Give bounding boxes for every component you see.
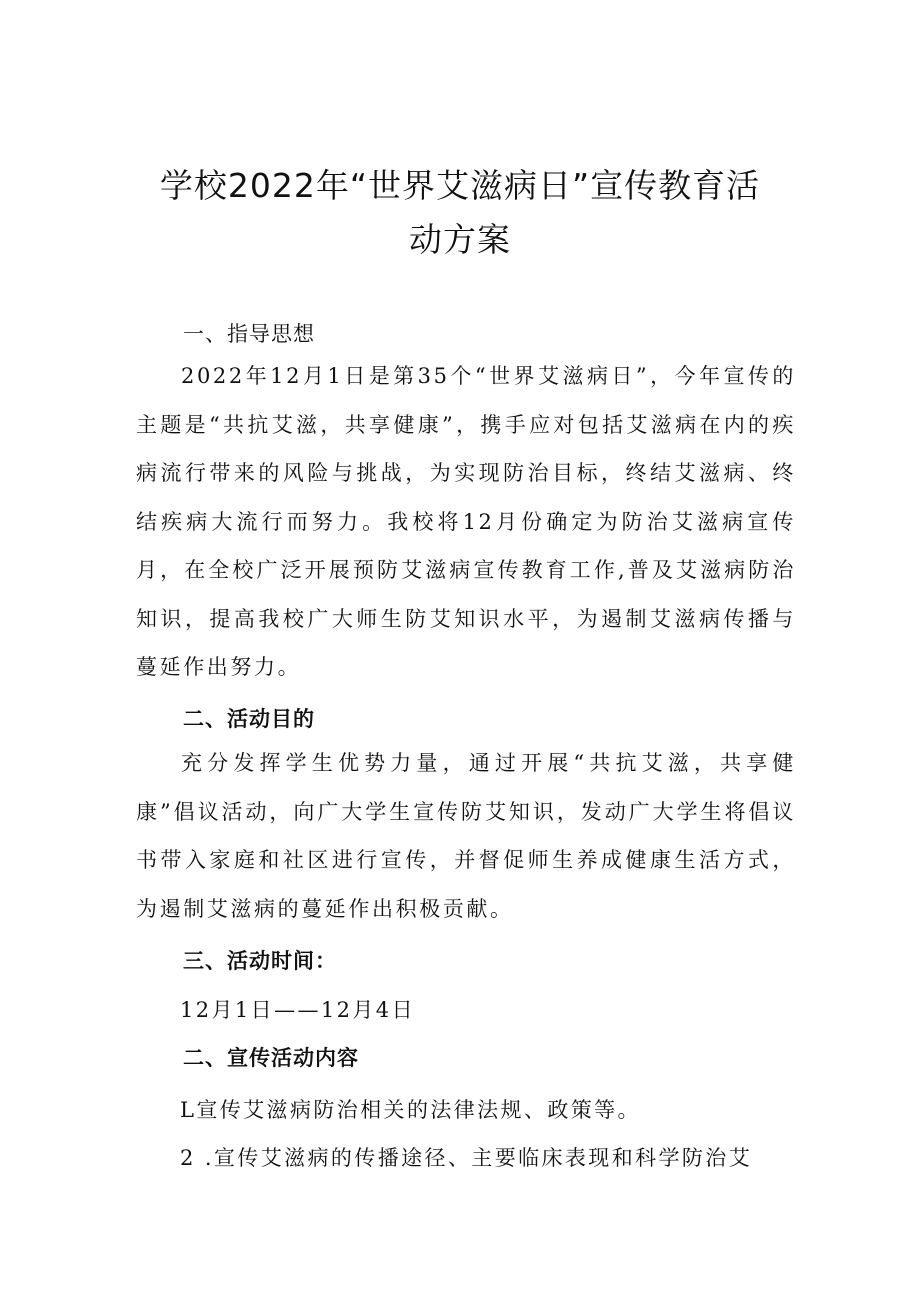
section-heading-activity-time: 三、活动时间： xyxy=(183,949,337,973)
section-paragraph-guiding-thought: 2022年12月1日是第35个“世界艾滋病日”，今年宣传的主题是“共抗艾滋，共享健康”，携手应对包括艾滋病在内的疾病流行带来的风险与挑战，为实现防治目标，终结艾滋病、终结疾病大流行而努力。我校将12月份确定为防治艾滋病宣传月，在全校广泛开展预防艾滋病宣传教育工作,普及艾滋病防治知识，提高我校广大师生防艾知识水平，为遏制艾滋病传播与蔓延作出努力。 xyxy=(136,364,796,679)
campaign-content-item-2: 2 .宣传艾滋病的传播途径、主要临床表现和科学防治艾 xyxy=(180,1146,753,1170)
section-heading-guiding-thought: 一、指导思想 xyxy=(183,322,315,346)
section-heading-campaign-content: 二、宣传活动内容 xyxy=(183,1046,359,1070)
campaign-content-item-1: L宣传艾滋病防治相关的法律法规、政策等。 xyxy=(180,1098,641,1122)
document-title-line-1: 学校2022年“世界艾滋病日”宣传教育活 xyxy=(159,166,761,205)
section-paragraph-activity-purpose: 充分发挥学生优势力量，通过开展“共抗艾滋，共享健康”倡议活动，向广大学生宣传防艾知识，发动广大学生将倡议书带入家庭和社区进行宣传，并督促师生养成健康生活方式，为遏制艾滋病的蔓延作出积极贡献。 xyxy=(136,751,796,921)
activity-date-range: 12月1日——12月4日 xyxy=(180,998,415,1022)
section-heading-activity-purpose: 二、活动目的 xyxy=(183,707,315,731)
document-title-line-2: 动方案 xyxy=(409,220,511,259)
